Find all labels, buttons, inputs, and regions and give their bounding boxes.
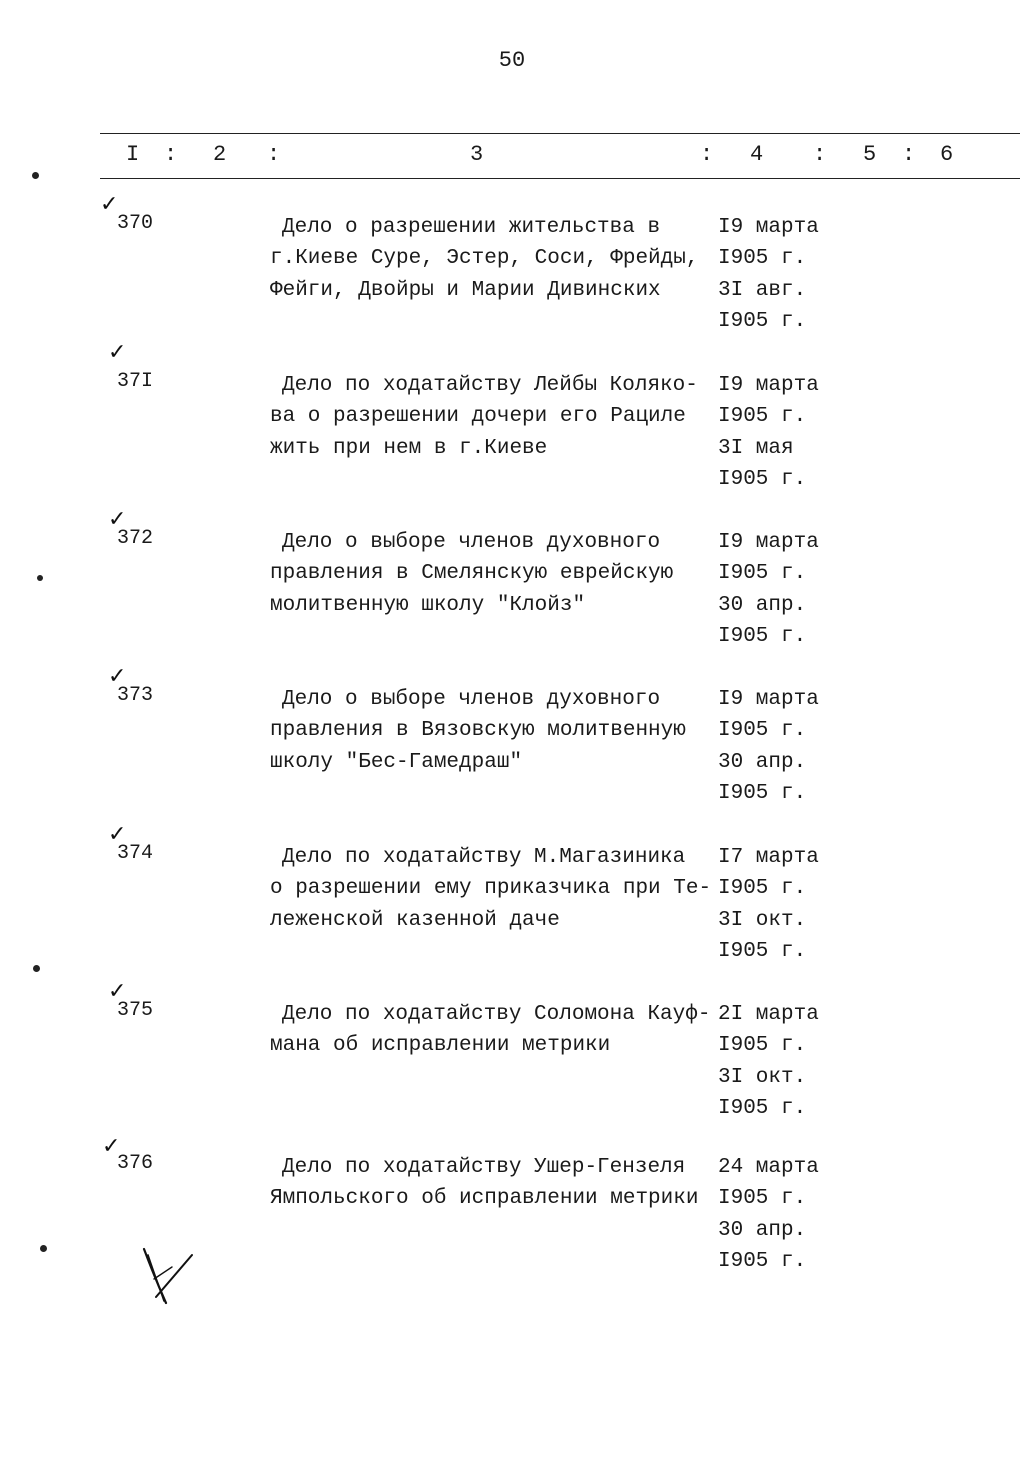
entry-dates: I7 марта I905 г. 3I окт. I905 г.: [718, 846, 819, 963]
page-number: 50: [498, 48, 526, 73]
column-5-label: 5: [863, 142, 877, 167]
check-mark-icon: ✓: [108, 507, 127, 532]
check-mark-icon: ✓: [108, 979, 127, 1004]
column-1-label: I: [126, 142, 140, 167]
column-separator: :: [267, 142, 281, 167]
entry-dates: 2I марта I905 г. 3I окт. I905 г.: [718, 1003, 819, 1120]
entry-number: 370: [117, 212, 154, 235]
entry-number: 373: [117, 684, 154, 707]
scan-speck: [37, 575, 43, 581]
check-mark-icon: ✓: [102, 1134, 121, 1159]
entry-number: 375: [117, 999, 154, 1022]
table-header-bottom-rule: [100, 178, 1020, 179]
table-row: [0, 507, 1024, 667]
entry-dates: I9 марта I905 г. 30 апр. I905 г.: [718, 688, 819, 805]
entry-dates: I9 марта I905 г. 3I мая I905 г.: [718, 374, 819, 491]
column-6-label: 6: [940, 142, 954, 167]
scan-speck: [32, 172, 39, 179]
column-separator: :: [813, 142, 827, 167]
entry-number: 37I: [117, 370, 154, 393]
table-row: [0, 822, 1024, 982]
scan-speck: [33, 965, 40, 972]
column-separator: :: [700, 142, 714, 167]
table-row: [0, 664, 1024, 824]
check-mark-icon: ✓: [100, 192, 119, 217]
table-row: [0, 979, 1024, 1139]
check-mark-icon: ✓: [108, 664, 127, 689]
entry-title: Дело по ходатайству М.Магазиника о разрешении ему приказчика при Те- леженской казенной даче: [270, 846, 712, 932]
table-row: [0, 192, 1024, 352]
entry-number: 376: [117, 1152, 154, 1175]
check-mark-icon: ✓: [108, 340, 127, 365]
scan-speck: [40, 1245, 47, 1252]
column-4-label: 4: [750, 142, 764, 167]
entry-number: 372: [117, 527, 154, 550]
table-header-top-rule: [100, 133, 1020, 134]
table-row: [0, 340, 1024, 510]
entry-title: Дело по ходатайству Соломона Кауф- мана об исправлении метрики: [270, 1003, 711, 1058]
entry-title: Дело по ходатайству Ушер-Гензеля Ямпольского об исправлении метрики: [270, 1156, 699, 1211]
column-separator: :: [164, 142, 178, 167]
entry-title: Дело о разрешении жительства в г.Киеве Суре, Эстер, Соси, Фрейды, Фейги, Двойры и Марии Дивинских: [270, 216, 699, 302]
handwritten-x-icon: [136, 1245, 200, 1309]
entry-title: Дело о выборе членов духовного правления в Вязовскую молитвенную школу "Бес-Гамедраш": [270, 688, 686, 774]
check-mark-icon: ✓: [108, 822, 127, 847]
entry-title: Дело о выборе членов духовного правления в Смелянскую еврейскую молитвенную школу "Клойз": [270, 531, 674, 617]
column-separator: :: [902, 142, 916, 167]
entry-dates: 24 марта I905 г. 30 апр. I905 г.: [718, 1156, 819, 1273]
column-3-label: 3: [470, 142, 484, 167]
entry-dates: I9 марта I905 г. 3I авг. I905 г.: [718, 216, 819, 333]
entry-dates: I9 марта I905 г. 30 апр. I905 г.: [718, 531, 819, 648]
column-2-label: 2: [213, 142, 227, 167]
entry-title: Дело по ходатайству Лейбы Коляко- ва о разрешении дочери его Рациле жить при нем в г.Киеве: [270, 374, 698, 460]
entry-number: 374: [117, 842, 154, 865]
